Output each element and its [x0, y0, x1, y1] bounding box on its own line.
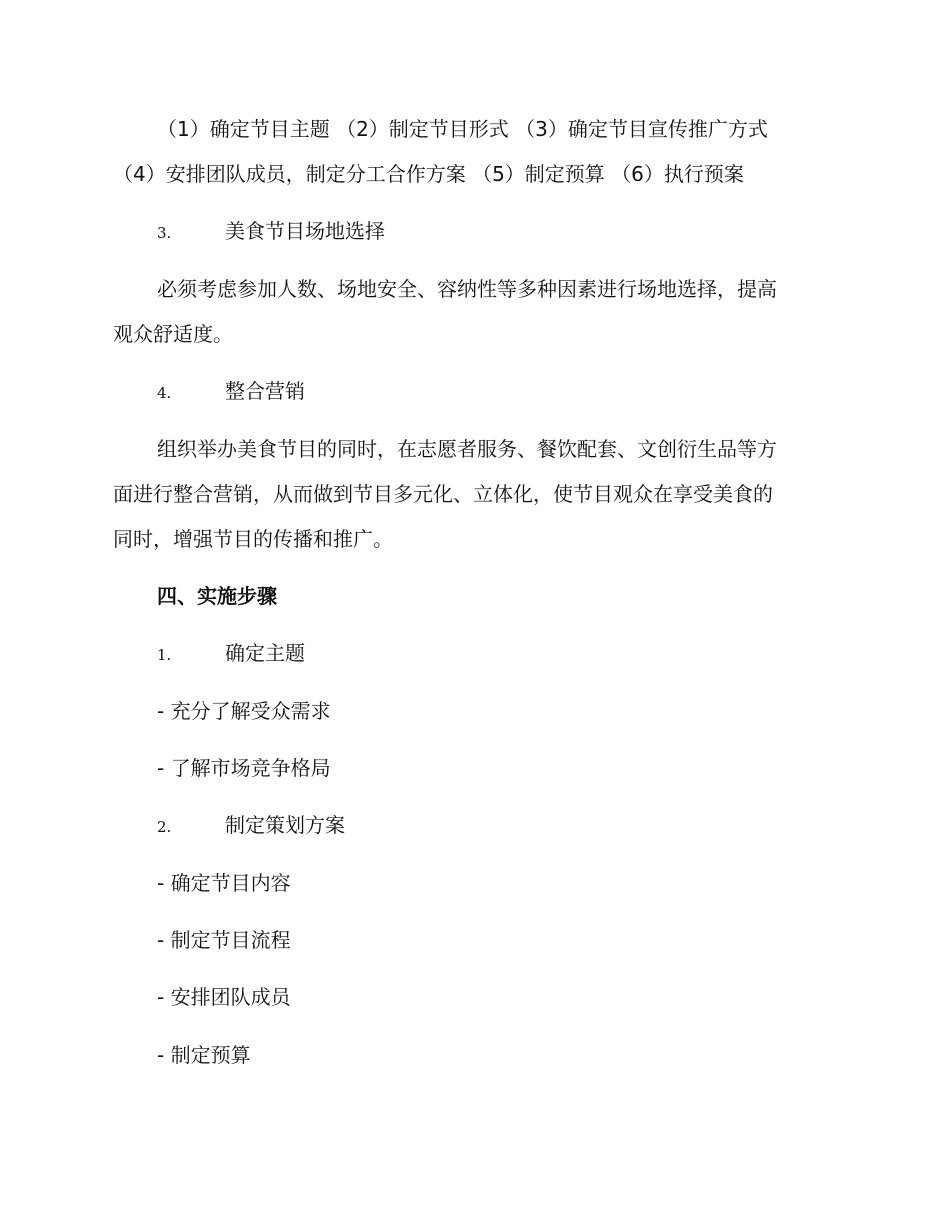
bullet-item: - 制定预算 [157, 1043, 251, 1067]
item-list-line-1: （1）确定节目主题 （2）制定节目形式 （3）确定节目宣传推广方式 [157, 117, 768, 141]
bullet-item: - 了解市场竞争格局 [157, 756, 331, 780]
paragraph-4-line-1: 组织举办美食节目的同时，在志愿者服务、餐饮配套、文创衍生品等方 [157, 437, 777, 461]
chapter-heading: 四、实施步骤 [157, 584, 277, 608]
section-heading-3 [157, 218, 385, 246]
bullet-item: - 确定节目内容 [157, 871, 291, 895]
section-number: 3. [157, 224, 172, 242]
step-heading-2 [157, 812, 345, 840]
paragraph-3-line-2: 观众舒适度。 [113, 322, 233, 346]
paragraph-3-line-1: 必须考虑参加人数、场地安全、容纳性等多种因素进行场地选择，提高 [157, 277, 777, 301]
step-title: 确定主题 [225, 641, 305, 665]
paragraph-4-line-3: 同时，增强节目的传播和推广。 [113, 527, 393, 551]
section-number: 4. [157, 384, 172, 402]
bullet-item: - 充分了解受众需求 [157, 699, 331, 723]
paragraph-4-line-2: 面进行整合营销，从而做到节目多元化、立体化，使节目观众在享受美食的 [113, 482, 773, 506]
section-title: 整合营销 [225, 379, 305, 403]
step-title: 制定策划方案 [225, 813, 345, 837]
section-title: 美食节目场地选择 [225, 219, 385, 243]
bullet-item: - 制定节目流程 [157, 928, 291, 952]
step-number: 2. [157, 818, 172, 836]
bullet-item: - 安排团队成员 [157, 985, 291, 1009]
item-list-line-2: （4）安排团队成员，制定分工合作方案 （5）制定预算 （6）执行预案 [113, 162, 744, 186]
section-heading-4 [157, 378, 305, 406]
step-number: 1. [157, 646, 172, 664]
step-heading-1 [157, 640, 305, 668]
